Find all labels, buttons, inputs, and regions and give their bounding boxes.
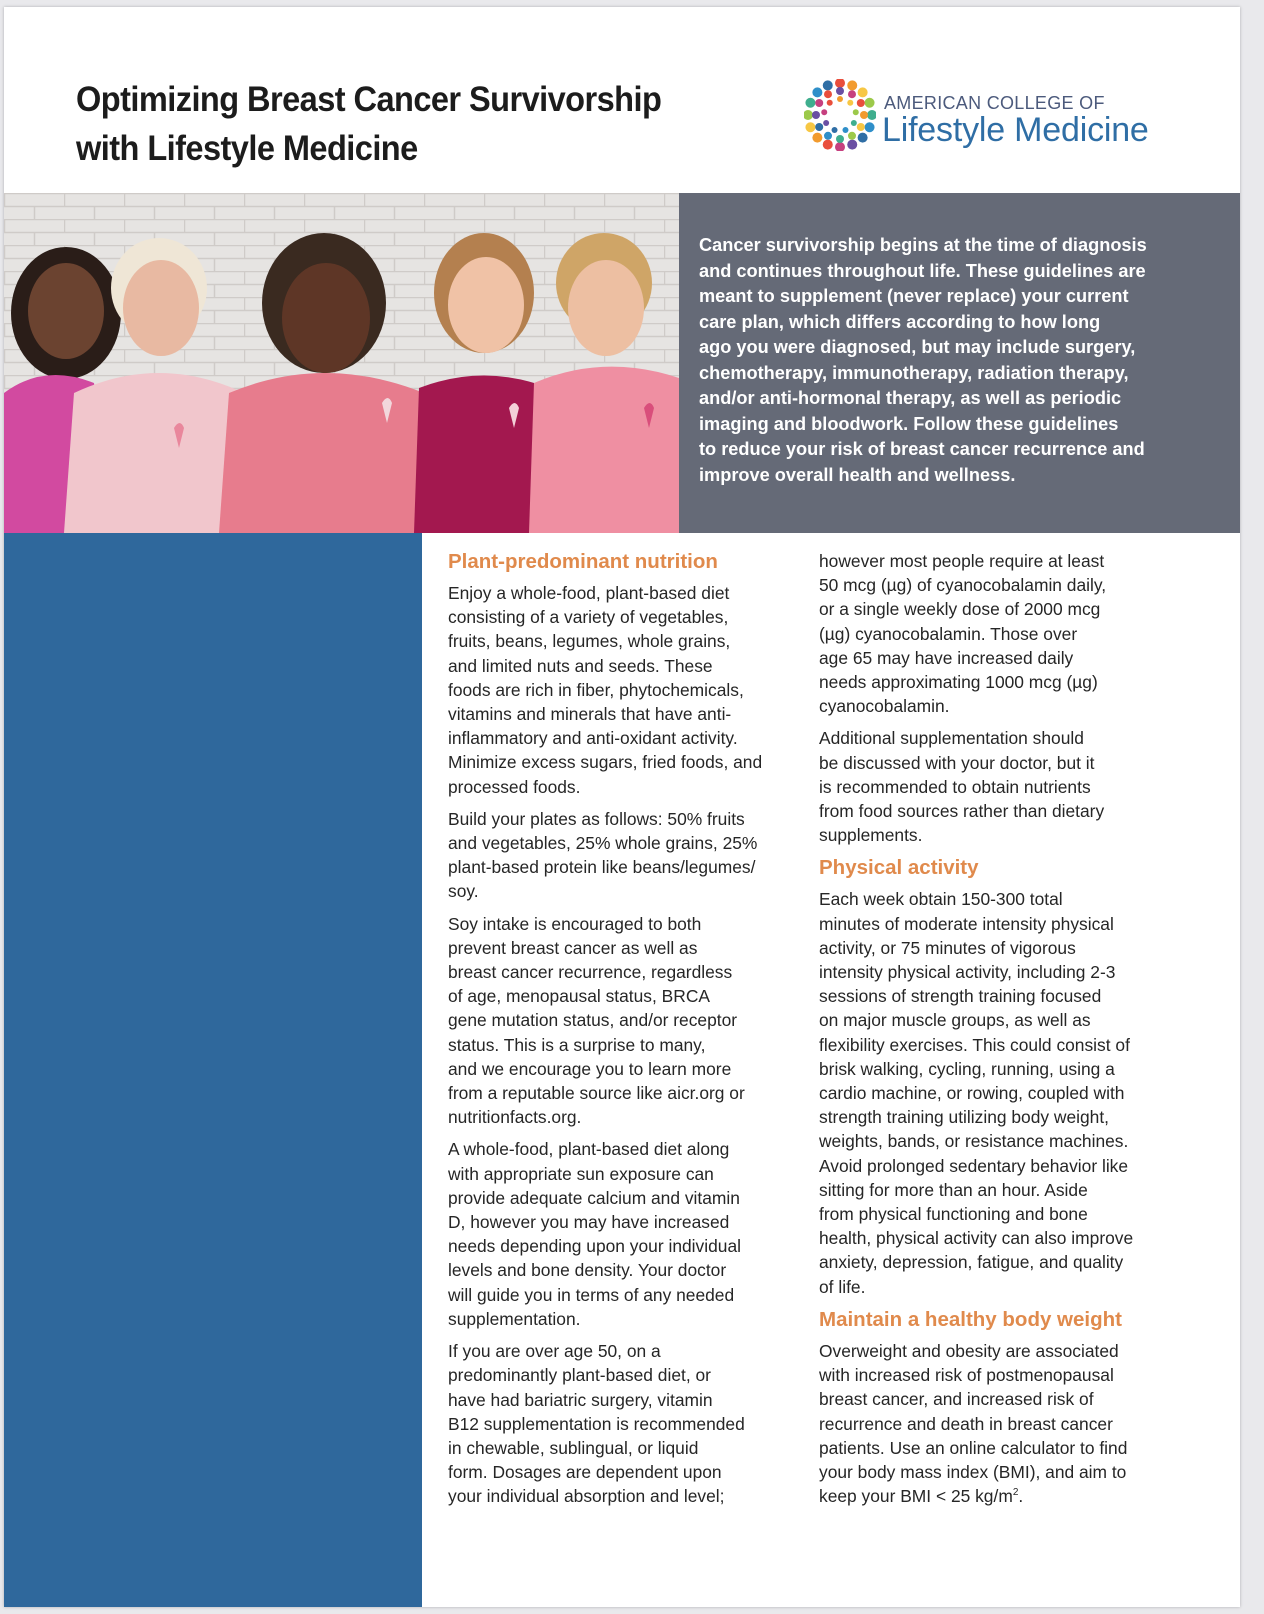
text-line: cardio machine, or rowing, coupled with xyxy=(819,1083,1125,1104)
text-line: sessions of strength training focused xyxy=(819,986,1102,1007)
text-line: with increased risk of postmenopausal xyxy=(819,1365,1114,1386)
text-line: sitting for more than an hour. Aside xyxy=(819,1179,1088,1200)
intro-line: to reduce your risk of breast cancer recurrence and xyxy=(699,439,1145,459)
text-line: and limited nuts and seeds. These xyxy=(448,655,713,676)
text-line: be discussed with your doctor, but it xyxy=(819,752,1095,773)
text-line: fruits, beans, legumes, whole grains, xyxy=(448,631,731,652)
logo-dot xyxy=(812,111,820,119)
text-line: from physical functioning and bone xyxy=(819,1204,1088,1225)
text-line: in chewable, sublingual, or liquid xyxy=(448,1437,699,1458)
logo-dot xyxy=(805,122,815,132)
text-line: A whole-food, plant-based diet along xyxy=(448,1139,730,1160)
logo-dot xyxy=(847,100,853,106)
acl-logo xyxy=(804,79,1184,159)
logo-dots-icon xyxy=(804,79,876,151)
title-line-1: Optimizing Breast Cancer Survivorship xyxy=(76,80,662,119)
text-line xyxy=(819,1484,1199,1508)
text-line: provide adequate calcium and vitamin xyxy=(448,1187,740,1208)
intro-line: chemotherapy, immunotherapy, radiation therapy, xyxy=(699,362,1129,383)
text-line: anxiety, depression, fatigue, and quality xyxy=(819,1252,1124,1273)
text-line: form. Dosages are dependent upon xyxy=(448,1462,722,1483)
logo-dot xyxy=(824,132,832,140)
hero-photo xyxy=(4,193,679,533)
text-line: will guide you in terms of any needed xyxy=(448,1284,735,1305)
content-column-left xyxy=(448,549,798,1517)
text-line: processed foods. xyxy=(448,776,581,797)
text-line: intensity physical activity, including 2-3 xyxy=(819,962,1116,983)
intro-line: care plan, which differs according to how long xyxy=(699,311,1101,332)
text-line: Minimize excess sugars, fried foods, and xyxy=(448,752,763,773)
logo-dot xyxy=(815,123,823,131)
logo-dot xyxy=(848,90,856,98)
text-line: Build your plates as follows: 50% fruits xyxy=(448,808,745,829)
text-line: If you are over age 50, on a xyxy=(448,1341,661,1362)
text-line: supplements. xyxy=(819,825,923,846)
logo-dot xyxy=(867,110,876,120)
text-line: foods are rich in fiber, phytochemicals, xyxy=(448,679,744,700)
text-line: your individual absorption and level; xyxy=(448,1486,725,1507)
intro-line: and/or anti-hormonal therapy, as well as periodic xyxy=(699,388,1122,408)
text-line: minutes of moderate intensity physical xyxy=(819,913,1114,934)
logo-org-top: AMERICAN COLLEGE OF xyxy=(884,93,1105,113)
intro-line: ago you were diagnosed, but may include surgery, xyxy=(699,337,1136,357)
text-line: (µg) cyanocobalamin. Those over xyxy=(819,623,1078,644)
text-line: from a reputable source like aicr.org or xyxy=(448,1083,745,1104)
logo-dot xyxy=(812,87,822,97)
text-line: Additional supplementation should xyxy=(819,728,1084,749)
heading-nutrition: Plant-predominant nutrition xyxy=(448,550,718,573)
text-line: prevent breast cancer as well as xyxy=(448,937,698,958)
text-line: of age, menopausal status, BRCA xyxy=(448,986,710,1007)
text-line: of life. xyxy=(819,1276,866,1297)
text-line: status. This is a surprise to many, xyxy=(448,1034,706,1055)
text-line: D, however you may have increased xyxy=(448,1212,730,1233)
paragraph xyxy=(448,1339,798,1508)
logo-dot xyxy=(812,133,822,143)
bmi-superscript: 2 xyxy=(1012,1487,1019,1499)
logo-dot xyxy=(832,127,838,133)
weight-lines xyxy=(819,1339,1199,1484)
logo-dot xyxy=(853,109,859,115)
paragraph xyxy=(448,1137,798,1331)
document-page xyxy=(4,7,1240,1607)
intro-line: imaging and bloodwork. Follow these guidelines xyxy=(699,413,1119,434)
logo-dot xyxy=(848,132,856,140)
paragraph xyxy=(448,912,798,1130)
text-line: predominantly plant-based diet, or xyxy=(448,1365,711,1386)
text-line: cyanocobalamin. xyxy=(819,696,950,717)
text-line: needs depending upon your individual xyxy=(448,1236,741,1257)
logo-dot xyxy=(821,109,827,115)
content-column-right xyxy=(819,549,1199,1516)
heading-body-weight: Maintain a healthy body weight xyxy=(819,1307,1122,1331)
paragraph xyxy=(819,1339,1199,1508)
heading-physical-activity: Physical activity xyxy=(819,856,979,880)
text-line: or a single weekly dose of 2000 mcg xyxy=(819,599,1101,620)
paragraph xyxy=(819,726,1199,847)
logo-dot xyxy=(857,99,865,107)
logo-dot xyxy=(805,98,815,108)
text-line: brisk walking, cycling, running, using a xyxy=(819,1058,1115,1079)
text-line: patients. Use an online calculator to find xyxy=(819,1437,1128,1458)
text-line: Enjoy a whole-food, plant-based diet xyxy=(448,583,730,603)
intro-box xyxy=(679,193,1240,533)
logo-dot xyxy=(836,87,844,95)
text-line: inflammatory and anti-oxidant activity. xyxy=(448,728,738,749)
logo-dot xyxy=(824,90,832,98)
paragraph xyxy=(819,887,1199,1298)
logo-dot xyxy=(851,120,857,126)
text-line: breast cancer recurrence, regardless xyxy=(448,962,733,983)
bmi-text: keep your BMI < 25 kg/m xyxy=(819,1486,1013,1507)
text-line: your body mass index (BMI), and aim to xyxy=(819,1461,1127,1482)
text-line: activity, or 75 minutes of vigorous xyxy=(819,937,1076,958)
logo-dot xyxy=(823,120,829,126)
text-line: supplementation. xyxy=(448,1308,581,1329)
logo-dot xyxy=(842,127,848,133)
text-line: vitamins and minerals that have anti- xyxy=(448,704,732,725)
logo-dot xyxy=(865,98,875,108)
logo-org-main: Lifestyle Medicine xyxy=(882,111,1149,149)
text-line: Overweight and obesity are associated xyxy=(819,1340,1119,1361)
text-line: 50 mcg (µg) of cyanocobalamin daily, xyxy=(819,575,1107,596)
logo-dot xyxy=(860,111,868,119)
text-line: strength training utilizing body weight, xyxy=(819,1107,1110,1128)
text-line: needs approximating 1000 mcg (µg) xyxy=(819,672,1098,693)
text-line: Each week obtain 150-300 total xyxy=(819,889,1063,910)
logo-dot xyxy=(823,140,833,150)
text-line: weights, bands, or resistance machines. xyxy=(819,1131,1129,1152)
text-line: breast cancer, and increased risk of xyxy=(819,1389,1094,1410)
text-line: and vegetables, 25% whole grains, 25% xyxy=(448,833,758,854)
intro-line: Cancer survivorship begins at the time of diagnosis xyxy=(699,235,1147,255)
text-line: however most people require at least xyxy=(819,551,1105,571)
logo-dot xyxy=(827,100,833,106)
text-line: age 65 may have increased daily xyxy=(819,647,1074,668)
logo-dot xyxy=(835,79,845,88)
logo-dot xyxy=(858,133,868,143)
logo-dot xyxy=(865,122,875,132)
logo-dot xyxy=(837,96,843,102)
page-title xyxy=(76,75,671,173)
text-line: B12 supplementation is recommended xyxy=(448,1413,745,1434)
logo-dot xyxy=(847,140,857,150)
logo-dot xyxy=(815,99,823,107)
blue-side-band xyxy=(4,533,422,1607)
intro-line: meant to supplement (never replace) your current xyxy=(699,286,1129,306)
text-line: with appropriate sun exposure can xyxy=(448,1163,714,1184)
intro-line: improve overall health and wellness. xyxy=(699,464,1016,485)
logo-dot xyxy=(857,123,865,131)
paragraph xyxy=(448,581,798,799)
text-line: have had bariatric surgery, vitamin xyxy=(448,1389,713,1410)
text-line: consisting of a variety of vegetables, xyxy=(448,607,729,628)
logo-dot xyxy=(836,135,844,143)
logo-dot xyxy=(835,142,845,151)
group-of-women-image xyxy=(4,193,679,533)
logo-dot xyxy=(847,80,857,90)
text-line: Soy intake is encouraged to both xyxy=(448,913,702,934)
logo-dot xyxy=(858,87,868,97)
intro-line: and continues throughout life. These guidelines are xyxy=(699,260,1146,281)
text-line: recurrence and death in breast cancer xyxy=(819,1413,1113,1434)
text-line: soy. xyxy=(448,881,479,902)
text-line: levels and bone density. Your doctor xyxy=(448,1260,727,1281)
bmi-period: . xyxy=(1018,1486,1024,1507)
text-line: flexibility exercises. This could consist of xyxy=(819,1034,1130,1055)
text-line: nutritionfacts.org. xyxy=(448,1107,582,1128)
text-line: is recommended to obtain nutrients xyxy=(819,776,1091,797)
text-line: and we encourage you to learn more xyxy=(448,1058,732,1079)
paragraph xyxy=(819,549,1199,718)
text-line: plant-based protein like beans/legumes/ xyxy=(448,857,756,878)
logo-dot xyxy=(804,110,813,120)
logo-dot xyxy=(823,80,833,90)
title-line-2: with Lifestyle Medicine xyxy=(76,129,418,168)
text-line: gene mutation status, and/or receptor xyxy=(448,1010,738,1031)
text-line: Avoid prolonged sedentary behavior like xyxy=(819,1155,1129,1176)
paragraph xyxy=(448,807,798,904)
text-line: health, physical activity can also improve xyxy=(819,1228,1134,1249)
text-line: from food sources rather than dietary xyxy=(819,801,1105,822)
text-line: on major muscle groups, as well as xyxy=(819,1010,1091,1031)
